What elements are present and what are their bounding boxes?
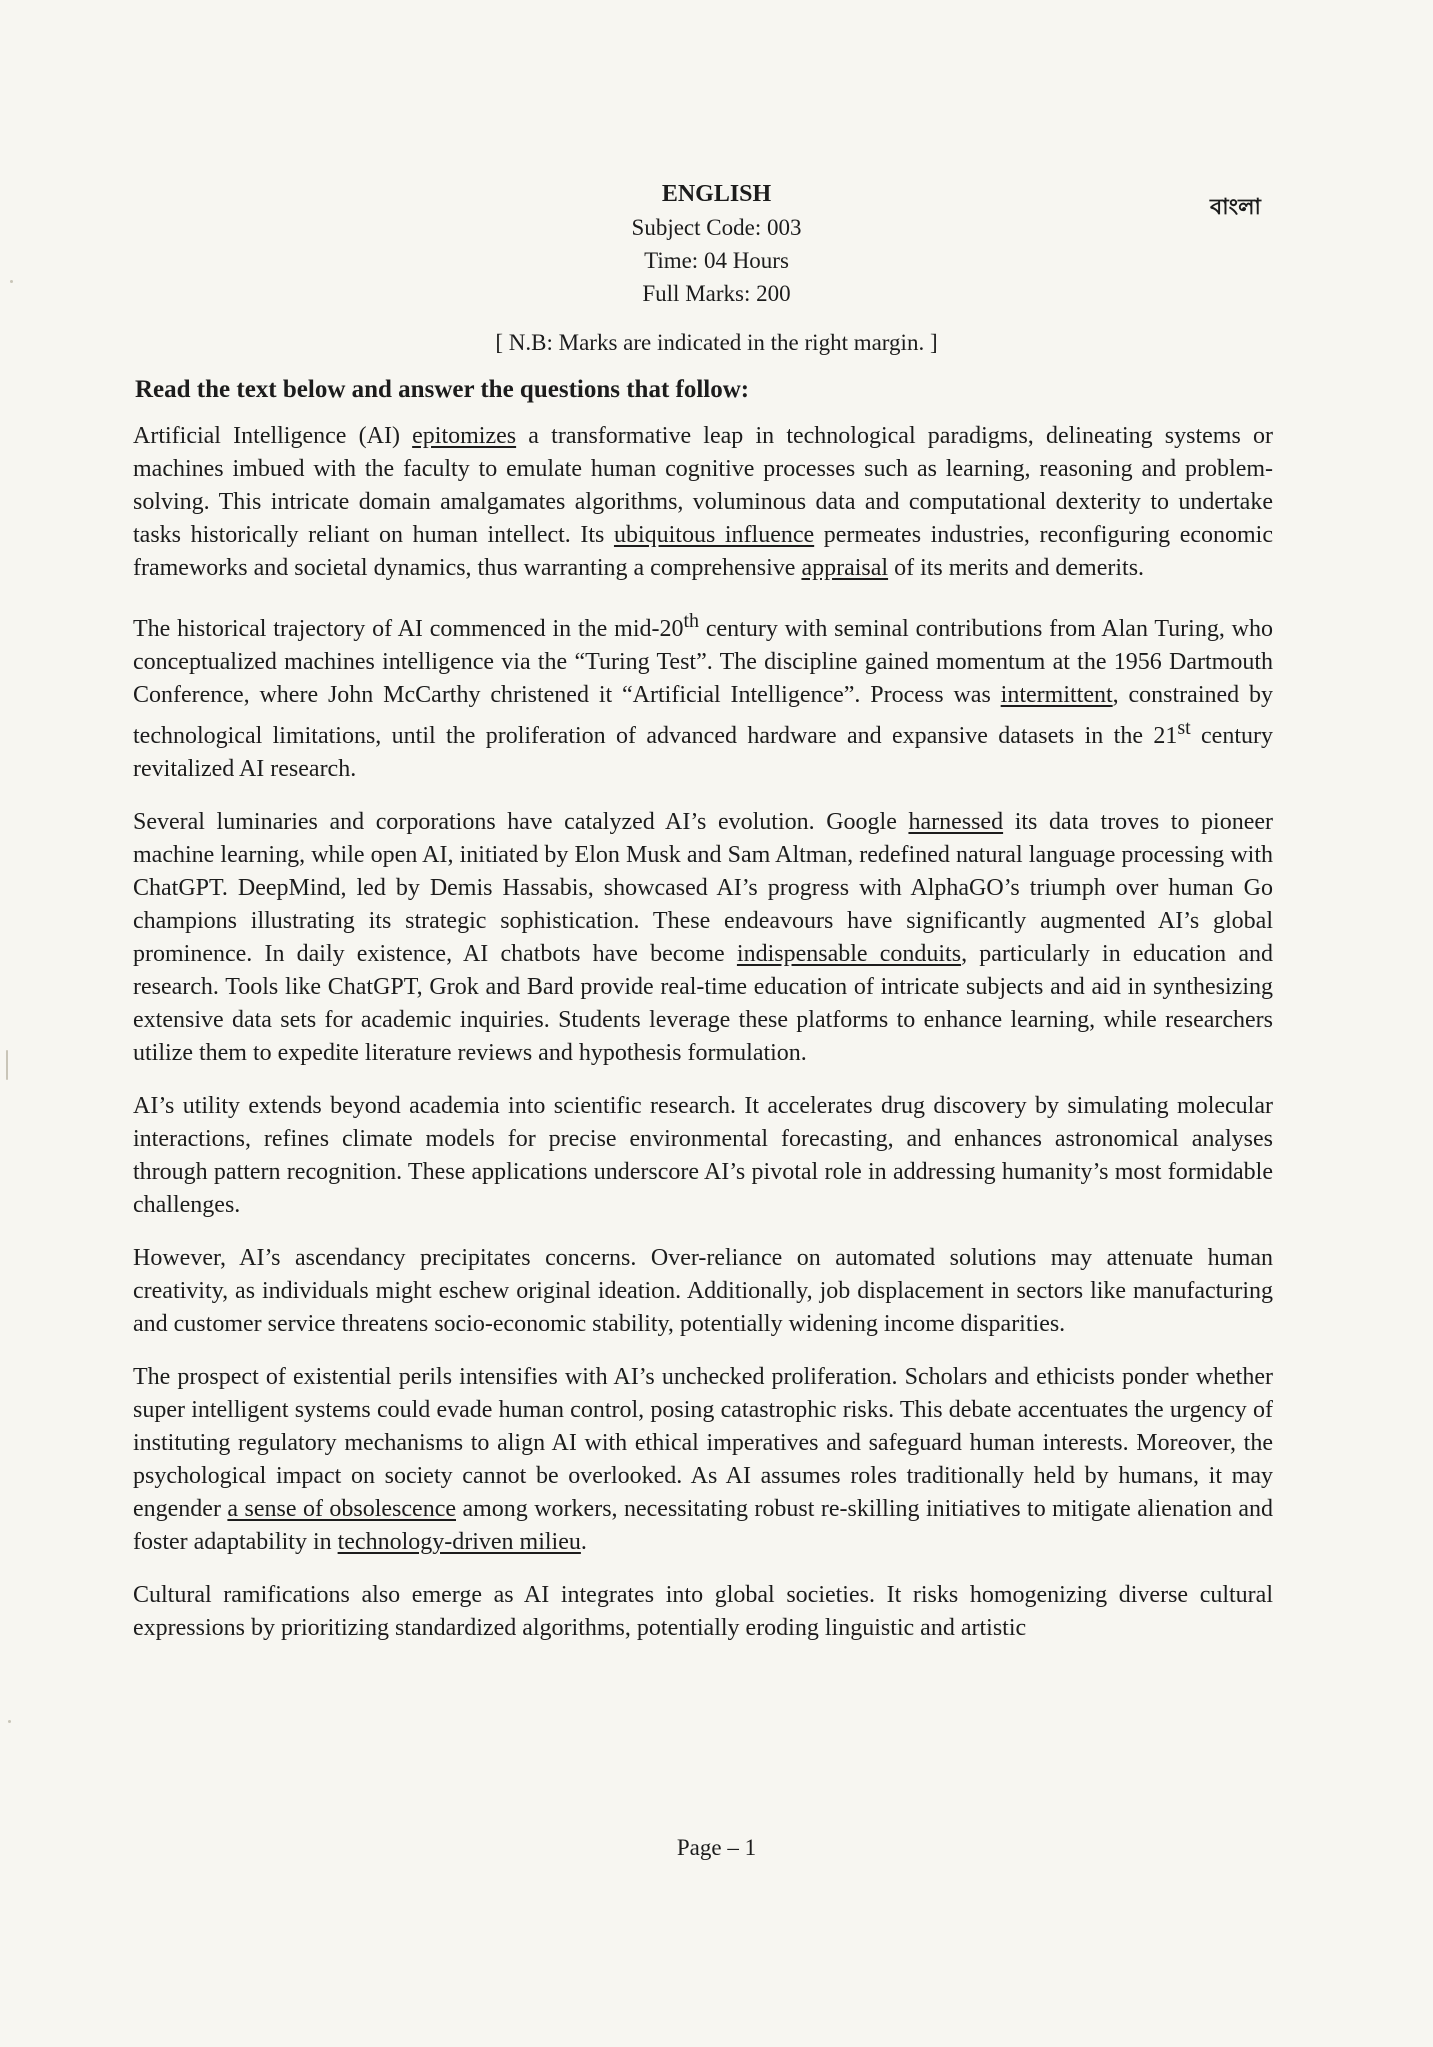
underlined-term: epitomizes [412,423,517,449]
passage-paragraph-2: The historical trajectory of AI commenced in the mid-20th century with seminal contributions from Alan Turing, who conceptualized machines intelligence via the “Turing Test”. The discipline gained momentum at the 1956 Dartmouth Conference, where John McCarthy christened it “Artificial Intelligence”. Process was intermittent, constrained by technological limitations, until the proliferation of advanced hardware and expansive datasets in the 21st century revitalized AI research. [133,610,1274,782]
marks-note: [ N.B: Marks are indicated in the right margin. ] [495,330,938,355]
medium-label: বাংলা [1210,195,1261,220]
underlined-term: ubiquitous influence [613,522,815,548]
ordinal-suffix: st [1177,717,1191,739]
passage-paragraph-6: The prospect of existential perils intensifies with AI’s unchecked proliferation. Scholars and ethicists ponder whether super intelligent systems could evade human control, posing catastrophic risks. This debate accentuates the urgency of instituting regulatory mechanisms to align AI with ethical imperatives and safeguard human interests. Moreover, the psychological impact on society cannot be overlooked. As AI assumes roles traditionally held by humans, it may engender a sense of obsolescence among workers, necessitating robust re-skilling initiatives to mitigate alienation and foster adaptability in technology-driven milieu. [133,1364,1273,1555]
reading-passage [133,420,1273,1665]
exam-time: Time: 04 Hours [644,248,789,273]
underlined-term: harnessed [908,809,1004,835]
subject-code: Subject Code: 003 [631,215,802,240]
subject-title: ENGLISH [661,181,772,207]
underlined-term: technology-driven milieu [337,1529,581,1555]
underlined-term: indispensable conduits [736,941,962,967]
passage-paragraph-1: Artificial Intelligence (AI) epitomizes a transformative leap in technological paradigms, delineating systems or machines imbued with the faculty to emulate human cognitive processes such as learning, reasoning and problem-solving. This intricate domain amalgamates algorithms, voluminous data and computational dexterity to undertake tasks historically reliant on human intellect. Its ubiquitous influence permeates industries, reconfiguring economic frameworks and societal dynamics, thus warranting a comprehensive appraisal of its merits and demerits. [133,423,1273,581]
instruction-heading: Read the text below and answer the questions that follow: [135,376,750,403]
passage-paragraph-7: Cultural ramifications also emerge as AI integrates into global societies. It risks homogenizing diverse cultural expressions by prioritizing standardized algorithms, potentially eroding linguistic and artistic [133,1582,1273,1641]
full-marks: Full Marks: 200 [642,281,791,306]
passage-paragraph-5: However, AI’s ascendancy precipitates concerns. Over-reliance on automated solutions may attenuate human creativity, as individuals might eschew original ideation. Additionally, job displacement in sectors like manufacturing and customer service threatens socio-economic stability, potentially widening income disparities. [133,1245,1273,1337]
underlined-term: appraisal [801,555,889,581]
underlined-term: intermittent [1000,682,1113,708]
ordinal-suffix: th [683,610,700,632]
passage-paragraph-4: AI’s utility extends beyond academia into scientific research. It accelerates drug discovery by simulating molecular interactions, refines climate models for precise environmental forecasting, and enhances astronomical analyses through pattern recognition. These applications underscore AI’s pivotal role in addressing humanity’s most formidable challenges. [133,1093,1273,1218]
underlined-term: a sense of obsolescence [227,1496,456,1522]
passage-paragraph-3: Several luminaries and corporations have catalyzed AI’s evolution. Google harnessed its data troves to pioneer machine learning, while open AI, initiated by Elon Musk and Sam Altman, redefined natural language processing with ChatGPT. DeepMind, led by Demis Hassabis, showcased AI’s progress with AlphaGO’s triumph over human Go champions illustrating its strategic sophistication. These endeavours have significantly augmented AI’s global prominence. In daily existence, AI chatbots have become indispensable conduits, particularly in education and research. Tools like ChatGPT, Grok and Bard provide real-time education of intricate subjects and aid in synthesizing extensive data sets for academic inquiries. Students leverage these platforms to enhance learning, while researchers utilize them to expedite literature reviews and hypothesis formulation. [133,809,1274,1066]
page-number: Page – 1 [676,1835,757,1860]
scan-speck [8,1720,11,1723]
scan-speck [6,1050,8,1080]
